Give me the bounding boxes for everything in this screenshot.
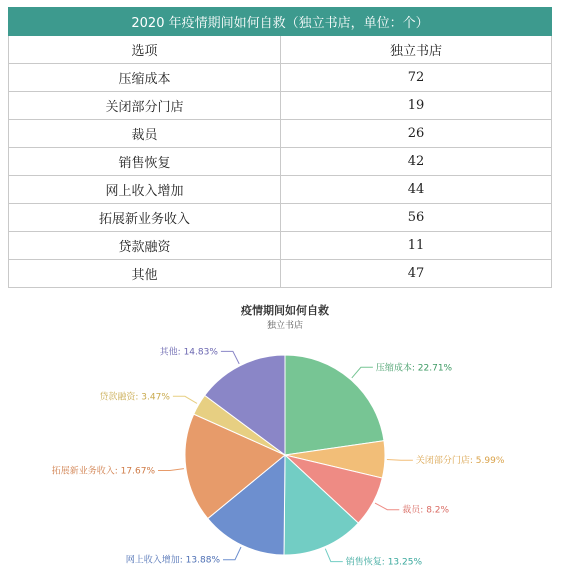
leader-line (221, 351, 239, 364)
chart-title: 疫情期间如何自救 (241, 304, 329, 317)
table-title-row (9, 8, 552, 36)
table-row (9, 148, 552, 176)
cell-value: 47 (281, 260, 552, 288)
cell-option: 销售恢复 (9, 148, 281, 176)
leader-line (223, 547, 241, 560)
table-row (9, 120, 552, 148)
cell-value: 56 (281, 204, 552, 232)
cell-option: 裁员 (9, 120, 281, 148)
cell-option: 贷款融资 (9, 232, 281, 260)
cell-option: 压缩成本 (9, 64, 281, 92)
cell-value: 72 (281, 64, 552, 92)
leader-line (387, 460, 413, 461)
cell-value: 42 (281, 148, 552, 176)
table-row (9, 92, 552, 120)
pie-chart (0, 292, 564, 572)
leader-line (352, 367, 373, 378)
slice-label: 其他: 14.83% (159, 347, 218, 358)
data-table (8, 7, 552, 288)
pie-slices (185, 355, 385, 555)
leader-line (173, 396, 197, 403)
slice-label: 关闭部分门店: 5.99% (415, 456, 505, 467)
column-header-bookstore: 独立书店 (281, 36, 552, 64)
slice-label: 压缩成本: 22.71% (375, 363, 453, 374)
slice-label: 拓展新业务收入: 17.67% (51, 466, 155, 477)
cell-value: 26 (281, 120, 552, 148)
cell-option: 其他 (9, 260, 281, 288)
slice-label: 裁员: 8.2% (402, 505, 450, 516)
pie-slice (285, 355, 384, 455)
cell-option: 网上收入增加 (9, 176, 281, 204)
table-header-row (9, 36, 552, 64)
chart-subtitle: 独立书店 (266, 321, 304, 331)
cell-option: 关闭部分门店 (9, 92, 281, 120)
leader-line (325, 549, 343, 562)
leader-line (375, 503, 399, 510)
cell-option: 拓展新业务收入 (9, 204, 281, 232)
table-title: 2020 年疫情期间如何自救（独立书店，单位：个） (9, 8, 552, 36)
cell-value: 11 (281, 232, 552, 260)
table-row (9, 232, 552, 260)
slice-label: 销售恢复: 13.25% (345, 557, 423, 568)
table-row (9, 176, 552, 204)
cell-value: 19 (281, 92, 552, 120)
slice-label: 贷款融资: 3.47% (99, 392, 170, 403)
slice-label: 网上收入增加: 13.88% (125, 555, 220, 566)
table-row (9, 64, 552, 92)
table-row (9, 260, 552, 288)
cell-value: 44 (281, 176, 552, 204)
table-row (9, 204, 552, 232)
leader-line (158, 469, 184, 471)
column-header-option: 选项 (9, 36, 281, 64)
